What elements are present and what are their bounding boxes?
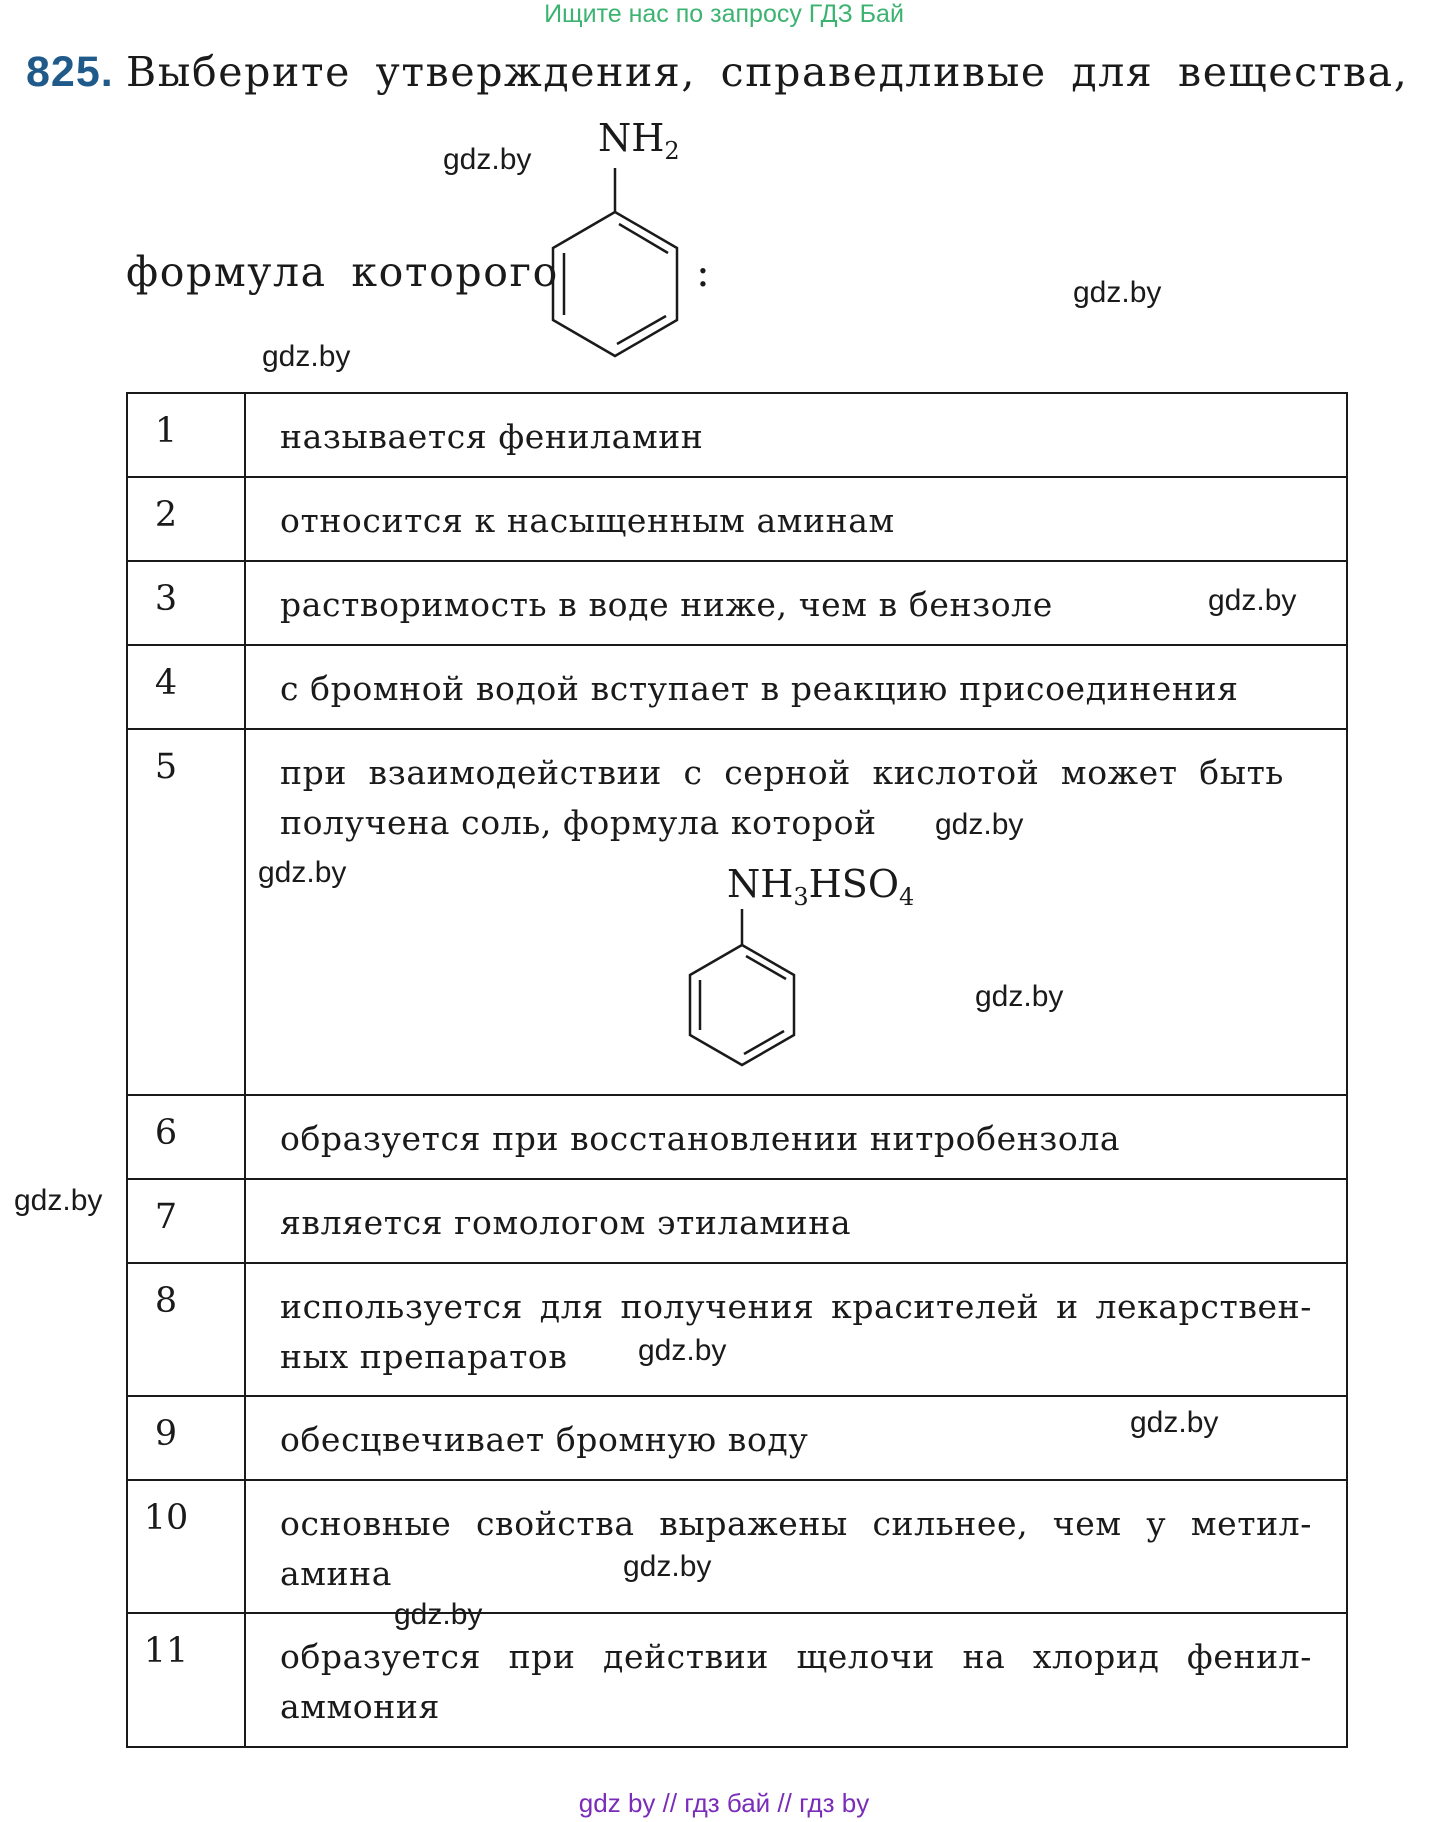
row-text: образуется при восстановлении нитробензола [245,1095,1347,1179]
row-number: 4 [127,645,245,729]
watermark: gdz.by [1130,1406,1219,1439]
row-text: относится к насыщенным аминам [245,477,1347,561]
row-text: используется для получения красителей и лекарствен-ных препаратов [245,1263,1347,1396]
row-number: 2 [127,477,245,561]
row-text: основные свойства выражены сильнее, чем у метил-амина [245,1480,1347,1613]
watermark: gdz.by [443,143,532,176]
row-text: называется фениламин [245,393,1347,477]
table-row [127,1179,1347,1263]
table-row [127,645,1347,729]
watermark: gdz.by [623,1550,712,1583]
row-text: образуется при действии щелочи на хлорид фенил-аммония [245,1613,1347,1747]
aniline-nh2-label: $NH_2$ [598,116,680,165]
row-number: 5 [127,729,245,1095]
row-number: 11 [127,1613,245,1747]
task-text-line1: Выберите утверждения, справедливые для вещества, [126,48,1409,96]
table-row [127,1396,1347,1480]
top-banner: Ищите нас по запросу ГДЗ Бай [544,0,904,28]
row-text: с бромной водой вступает в реакцию присоединения [245,645,1347,729]
task-colon: : [696,248,710,296]
task-text-line2: формула которого [126,248,559,296]
table-row [127,477,1347,561]
row-number: 3 [127,561,245,645]
row-number: 9 [127,1396,245,1480]
row-number: 1 [127,393,245,477]
watermark: gdz.by [394,1598,483,1631]
row-number: 8 [127,1263,245,1396]
row-number: 10 [127,1480,245,1613]
table-row [127,561,1347,645]
salt-benzene-ring [680,905,800,1075]
watermark: gdz.by [14,1184,103,1217]
table-row [127,1095,1347,1179]
watermark: gdz.by [1073,276,1162,309]
watermark: gdz.by [262,340,351,373]
row-text: при взаимодействии с серной кислотой может быть получена соль, формула которой [280,753,1284,842]
watermark: gdz.by [975,980,1064,1013]
row-text: является гомологом этиламина [245,1179,1347,1263]
row-text: растворимость в воде ниже, чем в бензоле [245,561,1347,645]
table-row [127,1480,1347,1613]
row-text: обесцвечивает бромную воду [245,1396,1347,1480]
watermark: gdz.by [258,856,347,889]
table-row [127,1263,1347,1396]
table-row [127,393,1347,477]
task-number: 825. [26,48,114,96]
watermark: gdz.by [638,1334,727,1367]
footer-links: gdz by // гдз бай // гдз by [578,1788,870,1818]
aniline-benzene-ring [540,160,690,360]
row-number: 7 [127,1179,245,1263]
table-row [127,1613,1347,1747]
watermark: gdz.by [1208,584,1297,617]
watermark: gdz.by [935,808,1024,841]
salt-formula-label: $NH_3HSO_4$ [727,862,915,911]
row-number: 6 [127,1095,245,1179]
